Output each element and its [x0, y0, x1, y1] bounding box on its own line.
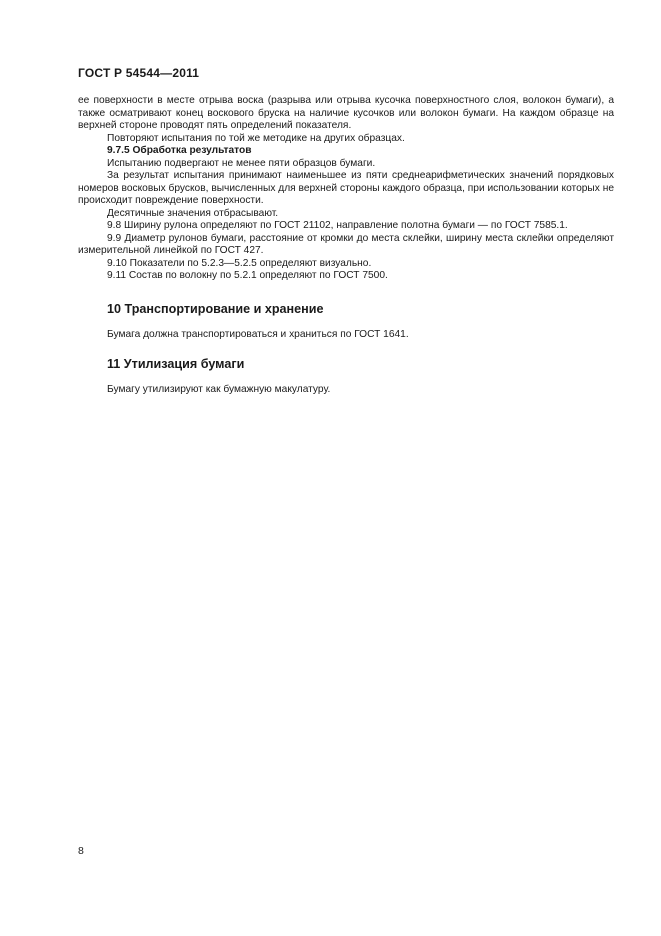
paragraph-continuation: ее поверхности в месте отрыва воска (разрыва или отрыва кусочка поверхностного слоя, волокон бумаги), а также осматривают конец воскового бруска на наличие кусочков или волокон бумаги. На каждом образце на верхней стороне проводят пять определений показателя. — [78, 95, 614, 131]
page-number: 8 — [78, 845, 84, 857]
clause-9-8: 9.8 Ширину рулона определяют по ГОСТ 21102, направление полотна бумаги — по ГОСТ 7585.1. — [107, 220, 568, 231]
paragraph-result: За результат испытания принимают наименьшее из пяти среднеарифметических значений порядковых номеров восковых брусков, вычисленных для верхней стороны каждого образца, при использовании которых не происходит повреждение поверхности. — [78, 170, 614, 206]
section-10-title: 10 Транспортирование и хранение — [107, 302, 324, 316]
clause-9-10: 9.10 Показатели по 5.2.3—5.2.5 определяют визуально. — [107, 257, 372, 269]
clause-9-11: 9.11 Состав по волокну по 5.2.1 определяют по ГОСТ 7500. — [107, 270, 388, 281]
section-10-text: Бумага должна транспортироваться и храниться по ГОСТ 1641. — [107, 329, 409, 340]
document-code-header: ГОСТ Р 54544—2011 — [78, 66, 200, 80]
body-text — [78, 95, 614, 283]
paragraph-decimals: Десятичные значения отбрасывают. — [107, 207, 279, 219]
paragraph-samples: Испытанию подвергают не менее пяти образцов бумаги. — [107, 157, 376, 169]
clause-9-9: 9.9 Диаметр рулонов бумаги, расстояние от кромки до места склейки, ширину места склейки определяют измерительной линейкой по ГОСТ 427. — [78, 232, 614, 256]
subsection-heading-9-7-5: 9.7.5 Обработка результатов — [107, 145, 252, 156]
section-11-title: 11 Утилизация бумаги — [107, 357, 245, 371]
section-11-text: Бумагу утилизируют как бумажную макулатуру. — [107, 384, 331, 395]
paragraph-repeat-tests: Повторяют испытания по той же методике на других образцах. — [107, 132, 405, 144]
